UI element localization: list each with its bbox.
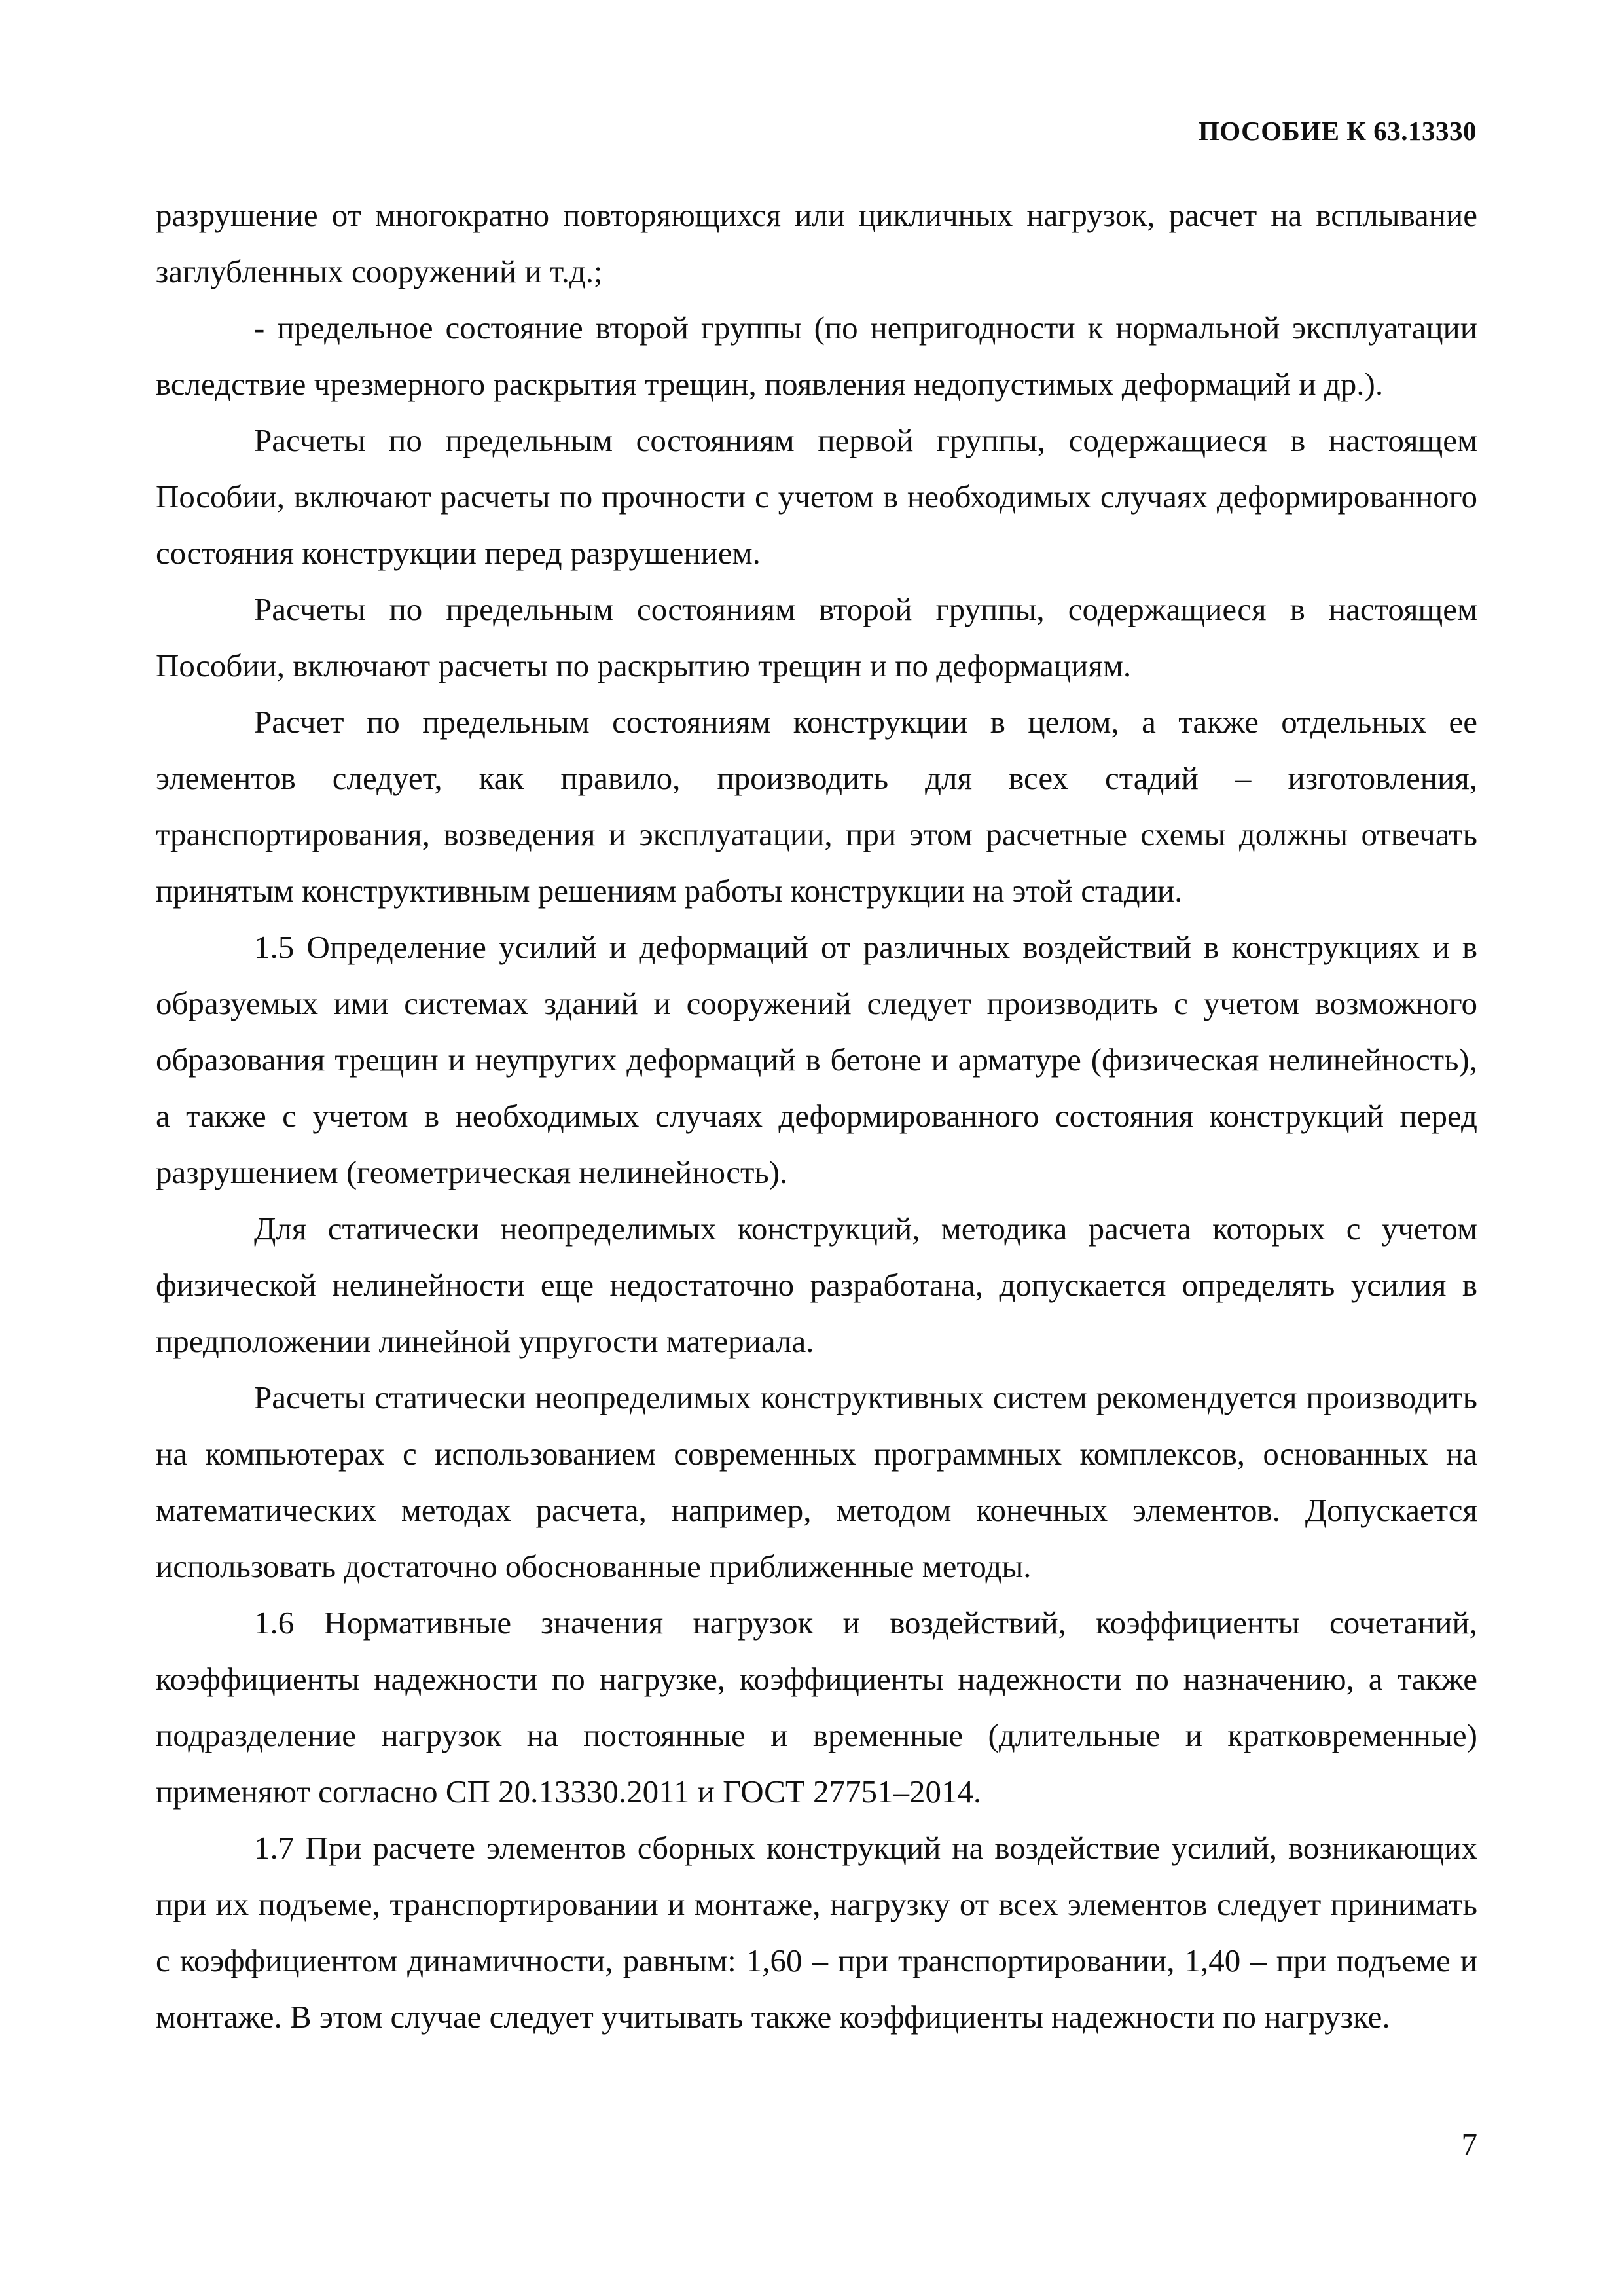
paragraph: 1.5 Определение усилий и деформаций от различных воздействий в конструкциях и в образуемых ими системах зданий и сооружений следует производить с учетом возможного образования трещин и неупругих деформаций в бетоне и арматуре (физическая нелинейность), а также с учетом в необходимых случаях деформированного состояния конструкций перед разрушением (геометрическая нелинейность). (156, 929, 1477, 1190)
paragraph: - предельное состояние второй группы (по непригодности к нормальной эксплуатации вследствие чрезмерного раскрытия трещин, появления недопустимых деформаций и др.). (156, 310, 1477, 402)
page-number: 7 (1461, 2126, 1477, 2162)
body-text (156, 187, 1477, 2045)
paragraph: Для статически неопределимых конструкций, методика расчета которых с учетом физической нелинейности еще недостаточно разработана, допускается определять усилия в предположении линейной упругости материала. (156, 1211, 1477, 1359)
paragraph: разрушение от многократно повторяющихся или цикличных нагрузок, расчет на всплывание заглубленных сооружений и т.д.; (156, 197, 1477, 289)
running-header: ПОСОБИЕ К 63.13330 (1198, 116, 1477, 146)
paragraph: 1.7 При расчете элементов сборных конструкций на воздействие усилий, возникающих при их подъеме, транспортировании и монтаже, нагрузку от всех элементов следует принимать с коэффициентом динамичности, равным: 1,60 – при транспортировании, 1,40 – при подъеме и монтаже. В этом случае следует учитывать также коэффициенты надежности по нагрузке. (156, 1830, 1477, 2035)
paragraph: Расчеты статически неопределимых конструктивных систем рекомендуется производить на компьютерах с использованием современных программных комплексов, основанных на математических методах расчета, например, методом конечных элементов. Допускается использовать достаточно обоснованные приближенные методы. (156, 1379, 1477, 1584)
paragraph: Расчеты по предельным состояниям первой группы, содержащиеся в настоящем Пособии, включают расчеты по прочности с учетом в необходимых случаях деформированного состояния конструкции перед разрушением. (156, 422, 1477, 571)
paragraph: Расчеты по предельным состояниям второй группы, содержащиеся в настоящем Пособии, включают расчеты по раскрытию трещин и по деформациям. (156, 591, 1477, 683)
paragraph: Расчет по предельным состояниям конструкции в целом, а также отдельных ее элементов следует, как правило, производить для всех стадий – изготовления, транспортирования, возведения и эксплуатации, при этом расчетные схемы должны отвечать принятым конструктивным решениям работы конструкции на этой стадии. (156, 704, 1477, 909)
paragraph: 1.6 Нормативные значения нагрузок и воздействий, коэффициенты сочетаний, коэффициенты надежности по нагрузке, коэффициенты надежности по назначению, а также подразделение нагрузок на постоянные и временные (длительные и кратковременные) применяют согласно СП 20.13330.2011 и ГОСТ 27751–2014. (156, 1605, 1477, 1810)
